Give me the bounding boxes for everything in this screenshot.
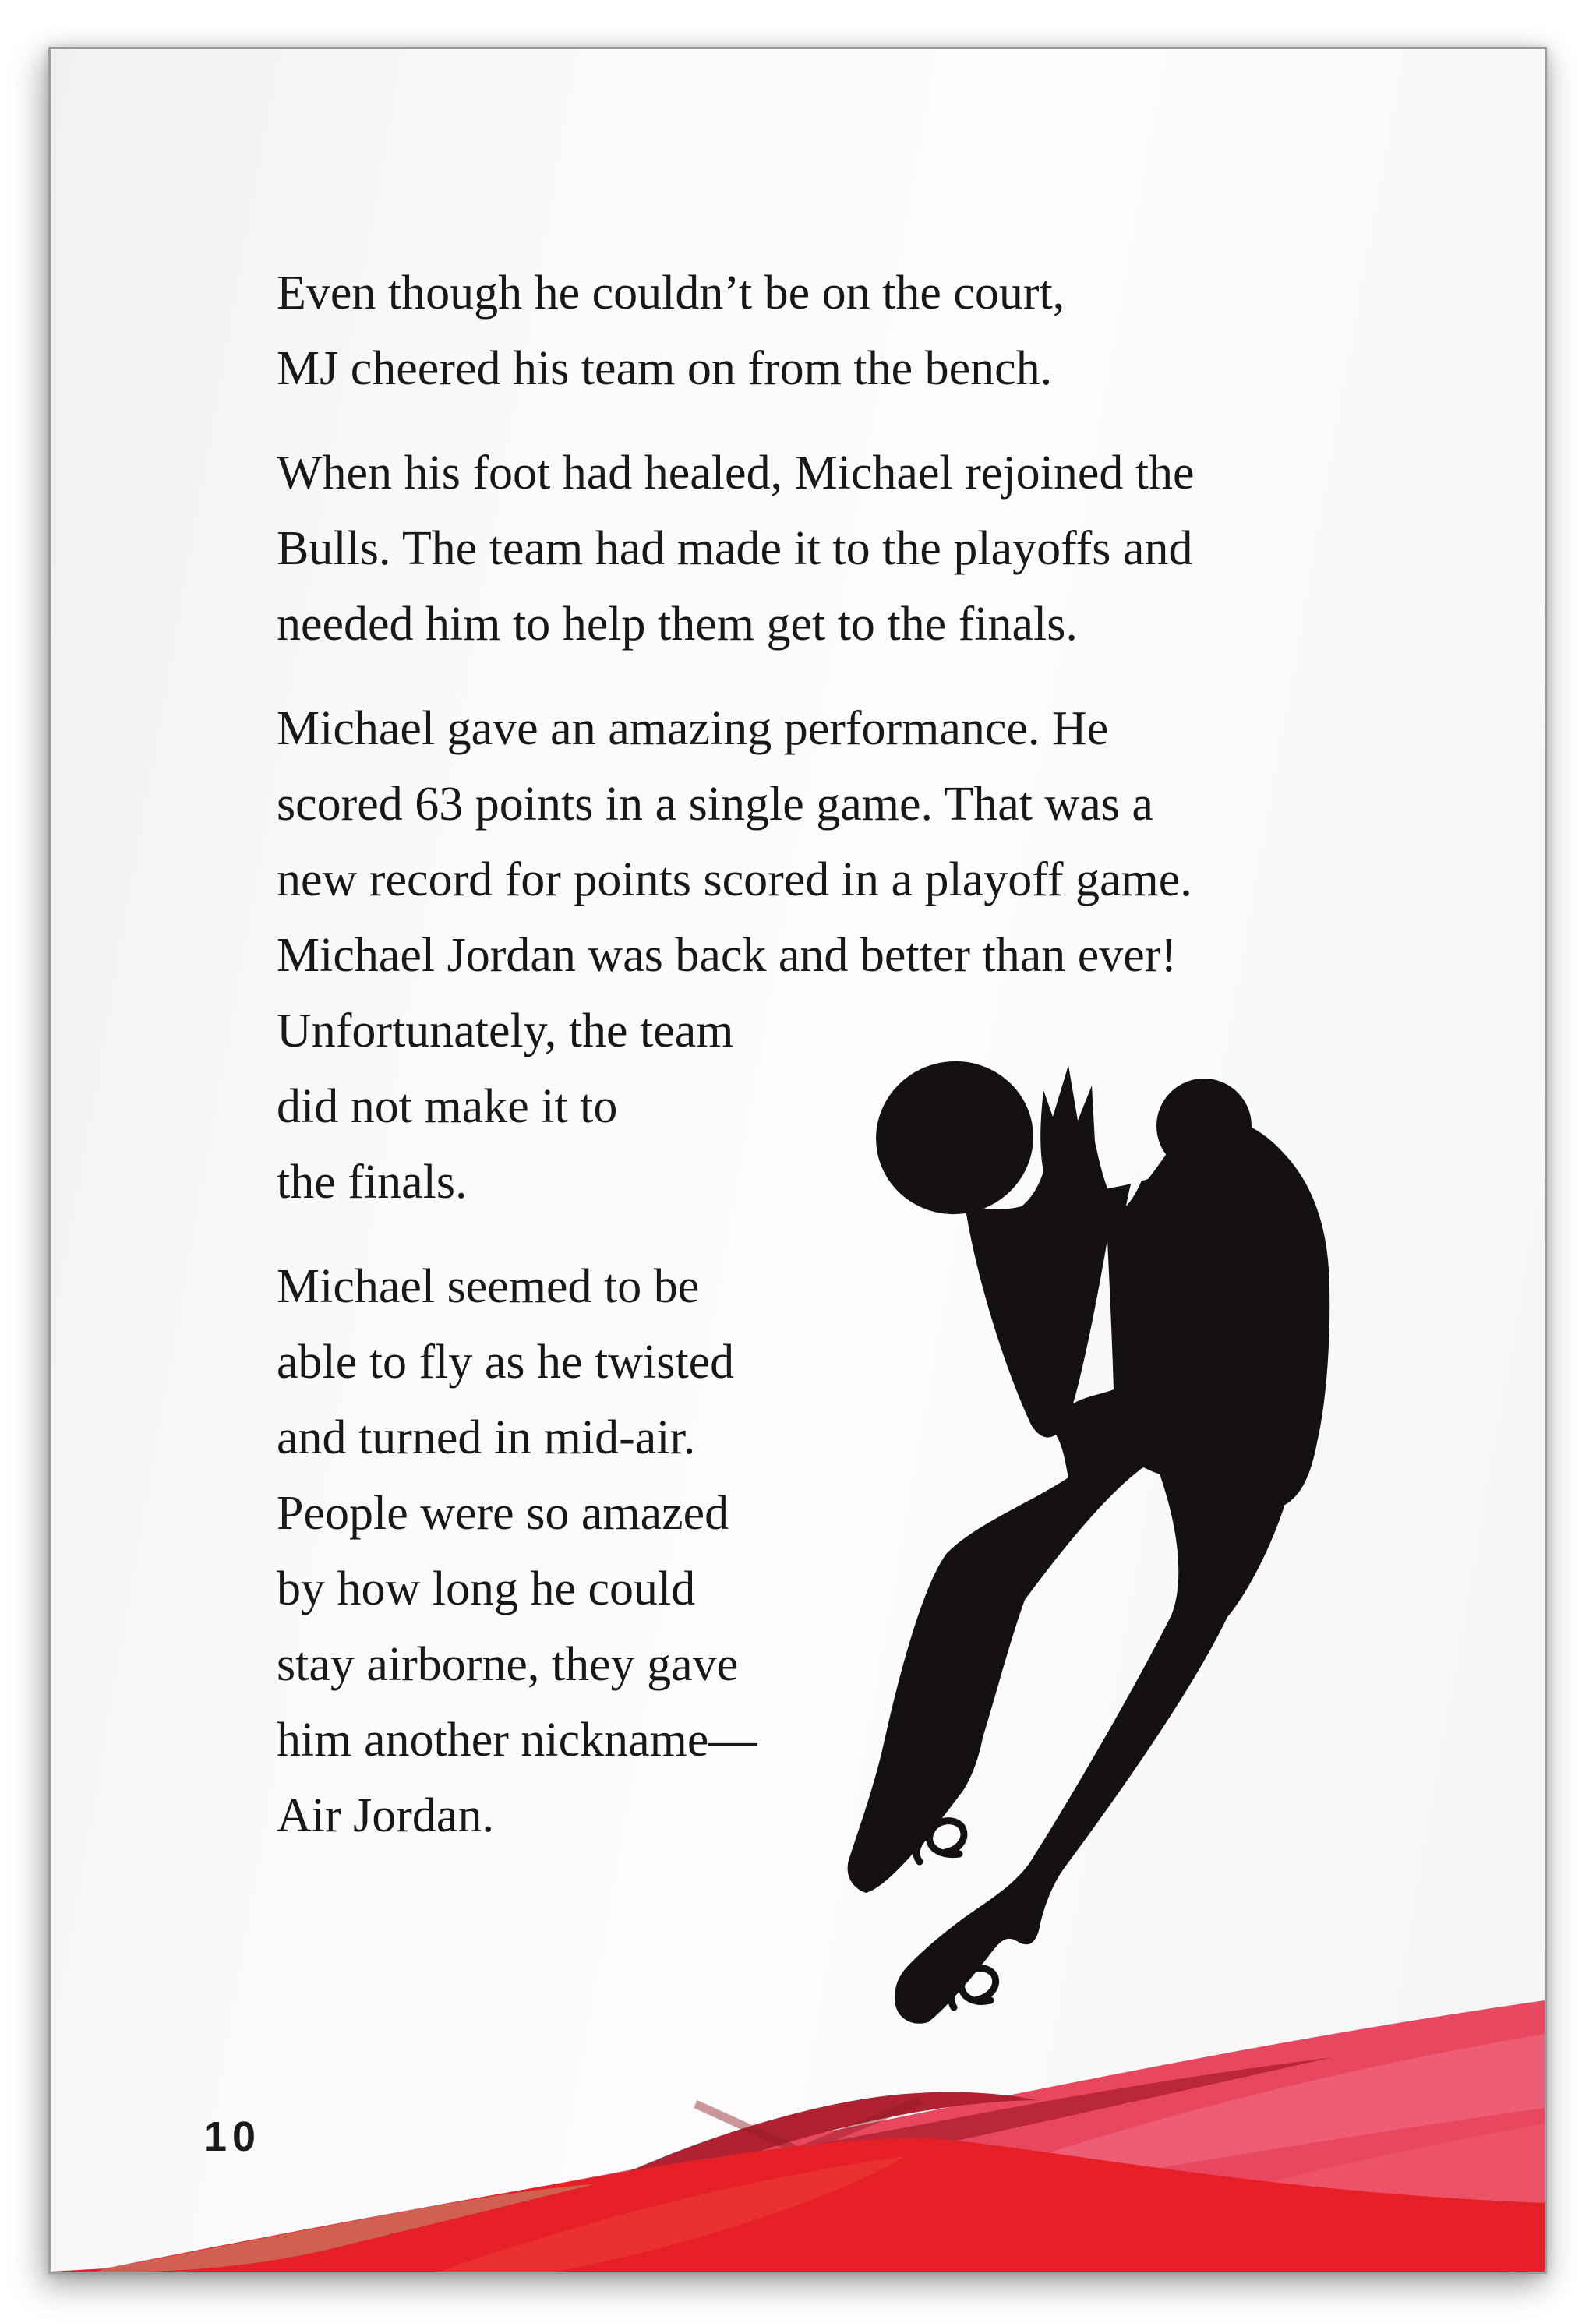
text-line: Bulls. The team had made it to the playoffs and	[277, 522, 1193, 575]
text-line: did not make it to	[277, 1080, 618, 1133]
text-line: Michael seemed to be	[277, 1260, 700, 1313]
paragraph	[277, 256, 1407, 407]
red-wave-decoration	[51, 1960, 1545, 2272]
text-line: stay airborne, they gave	[277, 1638, 739, 1691]
text-line: able to fly as he twisted	[277, 1336, 735, 1389]
text-line: Air Jordan.	[277, 1789, 494, 1842]
text-line: Even though he couldn’t be on the court,	[277, 267, 1065, 320]
player-head	[1156, 1079, 1252, 1174]
page-number: 10	[203, 2113, 262, 2160]
text-line: Unfortunately, the team	[277, 1004, 734, 1057]
basketball-player-silhouette	[844, 1039, 1397, 2052]
text-line: Michael gave an amazing performance. He	[277, 702, 1109, 755]
text-line: scored 63 points in a single game. That was a	[277, 778, 1153, 831]
paragraph	[277, 436, 1407, 662]
text-line: needed him to help them get to the finals.	[277, 598, 1078, 651]
book-page	[48, 47, 1547, 2274]
text-line: him another nickname—	[277, 1714, 757, 1767]
text-line: and turned in mid-air.	[277, 1411, 696, 1464]
text-line: MJ cheered his team on from the bench.	[277, 342, 1053, 395]
text-line: by how long he could	[277, 1562, 696, 1615]
text-line: Michael Jordan was back and better than ever!	[277, 929, 1178, 982]
text-line: the finals.	[277, 1156, 468, 1209]
text-line: People were so amazed	[277, 1487, 729, 1540]
basketball	[864, 1049, 1046, 1227]
text-line: new record for points scored in a playoff game.	[277, 853, 1192, 906]
text-line: When his foot had healed, Michael rejoined the	[277, 447, 1195, 500]
